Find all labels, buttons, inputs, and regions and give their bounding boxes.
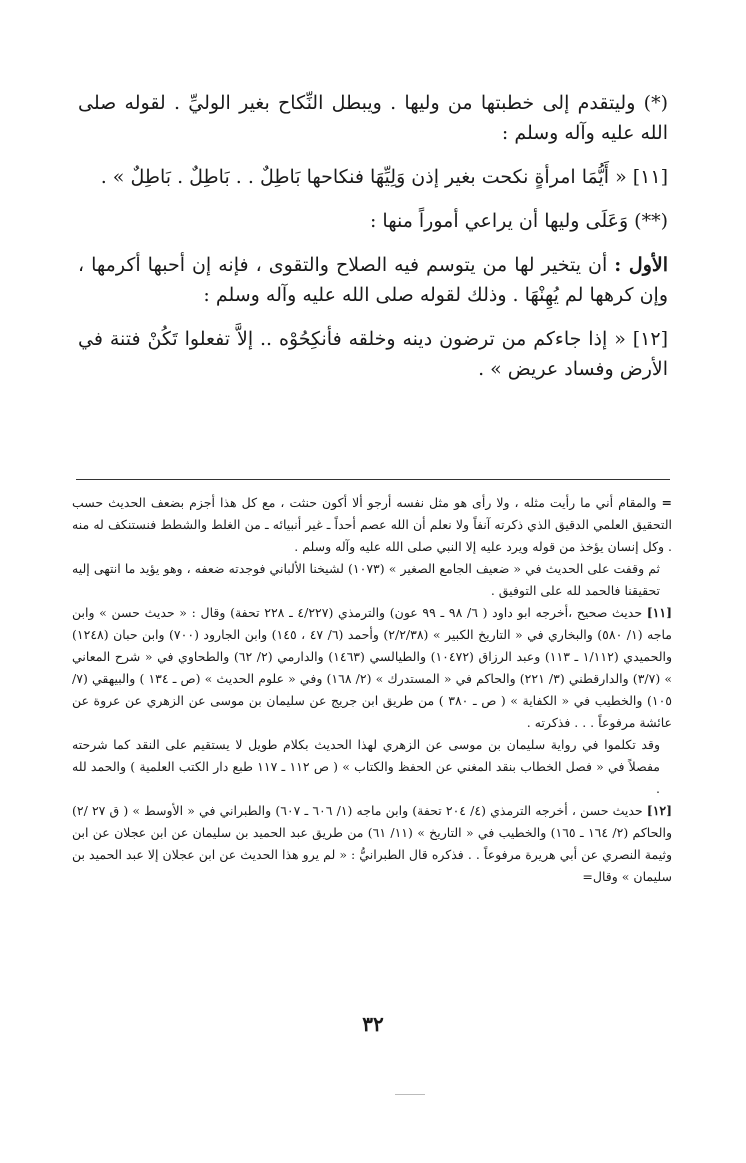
footnote-12-mark: [١٢]	[646, 803, 673, 818]
main-text	[78, 88, 668, 403]
footnote-11-mark: [١١]	[646, 605, 673, 620]
footnote-12-text: حديث حسن ، أخرجه الترمذي (٤/ ٢٠٤ تحفة) وابن ماجه (١/ ٦٠٦ ـ ٦٠٧) والطبراني في « الأوسط » ( ق ٢٧ /٢) والحاكم (٢/ ١٦٤ ـ ١٦٥) والخطيب في « التاريخ » (١١/ ٦١) من طريق عبد الحميد بن سليمان عن ابن عجلان عن ابن وثيمة النصري عن أبي هريرة مرفوعاً . . فذكره قال الطبرانيُّ : « لم يرو هذا الحديث عن ابن عجلان إلا عبد الحميد بن سليمان » وقال=	[72, 803, 672, 884]
paragraph-4-lead: الأول :	[614, 254, 668, 276]
hadith-12: [١٢] « إذا جاءكم من ترضون دينه وخلقه فأنكِحُوْه .. إلاَّ تفعلوا تَكُنْ فتنة في الأرض وفساد عريض » .	[78, 328, 668, 380]
footnote-divider	[76, 479, 670, 480]
footnote-continued	[72, 492, 672, 558]
footnote-12	[72, 800, 672, 888]
paragraph-4	[78, 250, 668, 310]
page-number: ٣٢	[362, 1012, 384, 1036]
paragraph-1: (*) وليتقدم إلى خطبتها من وليها . ويبطل النِّكاح بغير الوليِّ . لقوله صلى الله عليه وآله وسلم :	[78, 92, 668, 144]
paragraph-4-text: أن يتخير لها من يتوسم فيه الصلاح والتقوى ، فإنه إن أحبها أكرمها ، وإن كرهها لم يُهِنْهَا . وذلك لقوله صلى الله عليه وآله وسلم :	[78, 254, 668, 306]
footnote-11-continued: وقد تكلموا في رواية سليمان بن موسى عن الزهري لهذا الحديث بكلام طويل لا يستقيم على النقد كما شرحته مفصلاً في « فصل الخطاب بنقد المغني عن الحفظ والكتاب » ( ص ١١٢ ـ ١١٧ طبع دار الكتب العلمية ) والحمد لله .	[72, 737, 661, 796]
continuation-mark: =	[661, 495, 672, 510]
footnote-11	[72, 602, 672, 734]
paragraph-3: (**) وَعَلَى وليها أن يراعي أموراً منها :	[369, 210, 668, 232]
footnote-11-text: حديث صحيح ،أخرجه ابو داود ( ٦/ ٩٨ ـ ٩٩ عون) والترمذي (٤/٢٢٧ ـ ٢٢٨ تحفة) وقال : « حديث حسن » وابن ماجه (١/ ٥٨٠) والبخاري في « التاريخ الكبير » (٢/٢/٣٨) وأحمد (٦/ ٤٧ ، ١٤٥) وابن الجارود (٧٠٠) وابن حبان (١٢٤٨) والحميدي (١/١١٢ ـ ١١٣) وعبد الرزاق (١٠٤٧٢) والطيالسي (١٤٦٣) والدارمي (٢/ ٦٢) والطحاوي في « شرح المعاني » (٣/٧) والدارقطني (٣/ ٢٢١) والحاكم في « المستدرك » (٢/ ١٦٨) وفي « علوم الحديث » (ص ـ ١٣٤ ) والبيهقي (٧/ ١٠٥) والخطيب في « الكفاية » ( ص ـ ٣٨٠ ) من طريق ابن جريج عن سليمان بن موسى عن الزهري عن عروة عن عائشة مرفوعاً . . . فذكرته .	[72, 605, 673, 730]
scan-artifact	[395, 1094, 425, 1095]
footnote-continued-2: ثم وقفت على الحديث في « ضعيف الجامع الصغير » (١٠٧٣) لشيخنا الألباني فوجدته ضعفه ، وهو يؤيد ما انتهى إليه تحقيقنا فالحمد لله على التوفيق .	[72, 561, 660, 598]
footnotes	[72, 492, 672, 888]
footnote-continued-text: والمقام أني ما رأيت مثله ، ولا رأى هو مثل نفسه أرجو ألا أكون حنثت ، مع كل هذا أجزم بضعف الحديث حسب التحقيق العلمي الدقيق الذي ذكرته آنفاً ولا نعلم أن الله عصم أحداً ـ غير أنبيائه ـ من الغلط والشطط فنستنكف له منه . وكل إنسان يؤخذ من قوله ويرد عليه إلا النبي صلى الله عليه وآله وسلم .	[72, 495, 672, 554]
hadith-11: [١١] « أَيُّمَا امرأةٍ نكحت بغير إذن وَلِيِّهَا فنكاحها بَاطِلٌ . . بَاطِلٌ . بَاطِلٌ » .	[100, 166, 668, 188]
